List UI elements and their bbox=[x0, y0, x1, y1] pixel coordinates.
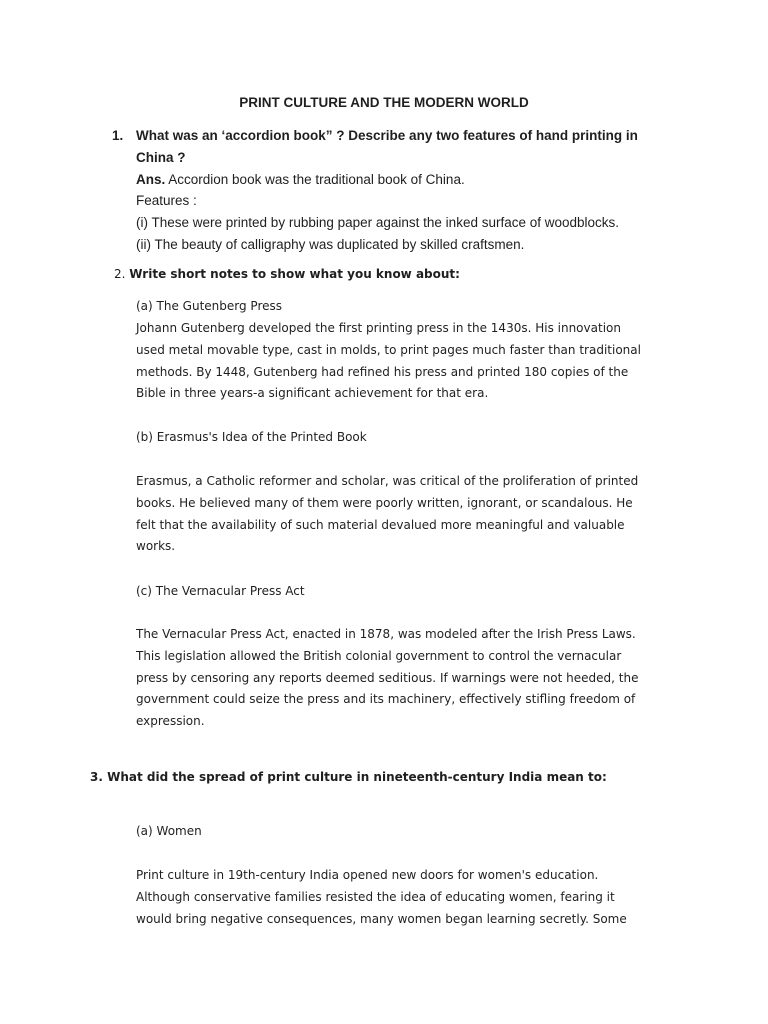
q3-a-heading: (a) Women bbox=[136, 824, 202, 838]
paragraph-line: This legislation allowed the British colonial government to control the vernacular bbox=[136, 648, 622, 663]
q2-question-text: Write short notes to show what you know about: bbox=[129, 267, 460, 281]
paragraph-line: methods. By 1448, Gutenberg had refined his press and printed 180 copies of the bbox=[136, 364, 629, 379]
paragraph-line: expression. bbox=[136, 714, 205, 729]
q1-features-label: Features : bbox=[136, 193, 197, 208]
paragraph-line: used metal movable type, cast in molds, to print pages much faster than traditional bbox=[136, 342, 641, 357]
paragraph-line: Johann Gutenberg developed the first printing press in the 1430s. His innovation bbox=[136, 321, 621, 335]
q3-a-paragraph bbox=[136, 865, 627, 930]
q1-feature-2: (ii) The beauty of calligraphy was duplicated by skilled craftsmen. bbox=[136, 237, 525, 252]
q2-question bbox=[114, 264, 460, 286]
paragraph-line: felt that the availability of such material devalued more meaningful and valuable bbox=[136, 517, 625, 532]
q2-c-heading: (c) The Vernacular Press Act bbox=[136, 584, 305, 598]
paragraph-line: would bring negative consequences, many women began learning secretly. Some bbox=[136, 911, 627, 926]
paragraph-line: government could seize the press and its machinery, effectively stifling freedom of bbox=[136, 692, 636, 707]
paragraph-line: Although conservative families resisted the idea of educating women, fearing it bbox=[136, 889, 615, 904]
q2-b-paragraph bbox=[136, 471, 638, 558]
q1-feature-1: (i) These were printed by rubbing paper against the inked surface of woodblocks. bbox=[136, 215, 620, 230]
q2-b-heading: (b) Erasmus's Idea of the Printed Book bbox=[136, 430, 367, 444]
q1-question-line1: What was an ‘accordion book” ? Describe any two features of hand printing in bbox=[136, 128, 638, 143]
q2-a-heading: (a) The Gutenberg Press bbox=[136, 299, 282, 313]
q1-ans-text: Accordion book was the traditional book of China. bbox=[165, 172, 465, 187]
paragraph-line: Bible in three years-a significant achievement for that era. bbox=[136, 386, 489, 401]
paragraph-line: Print culture in 19th-century India opened new doors for women's education. bbox=[136, 868, 599, 882]
q3-question: 3. What did the spread of print culture in nineteenth-century India mean to: bbox=[90, 770, 607, 784]
q1-ans-label: Ans. bbox=[136, 172, 166, 187]
document-title: PRINT CULTURE AND THE MODERN WORLD bbox=[239, 95, 529, 110]
q2-c-paragraph bbox=[136, 624, 638, 733]
q1-answer bbox=[136, 169, 696, 191]
paragraph-line: books. He believed many of them were poorly written, ignorant, or scandalous. He bbox=[136, 495, 633, 510]
q2-a-paragraph bbox=[136, 318, 641, 405]
q1-question-line2: China ? bbox=[136, 150, 186, 165]
q1-number: 1. bbox=[112, 128, 124, 143]
q2-number: 2. bbox=[114, 267, 126, 281]
paragraph-line: The Vernacular Press Act, enacted in 1878, was modeled after the Irish Press Laws. bbox=[136, 627, 636, 641]
paragraph-line: works. bbox=[136, 539, 176, 554]
paragraph-line: press by censoring any reports deemed seditious. If warnings were not heeded, the bbox=[136, 670, 639, 685]
paragraph-line: Erasmus, a Catholic reformer and scholar, was critical of the proliferation of printed bbox=[136, 474, 639, 488]
